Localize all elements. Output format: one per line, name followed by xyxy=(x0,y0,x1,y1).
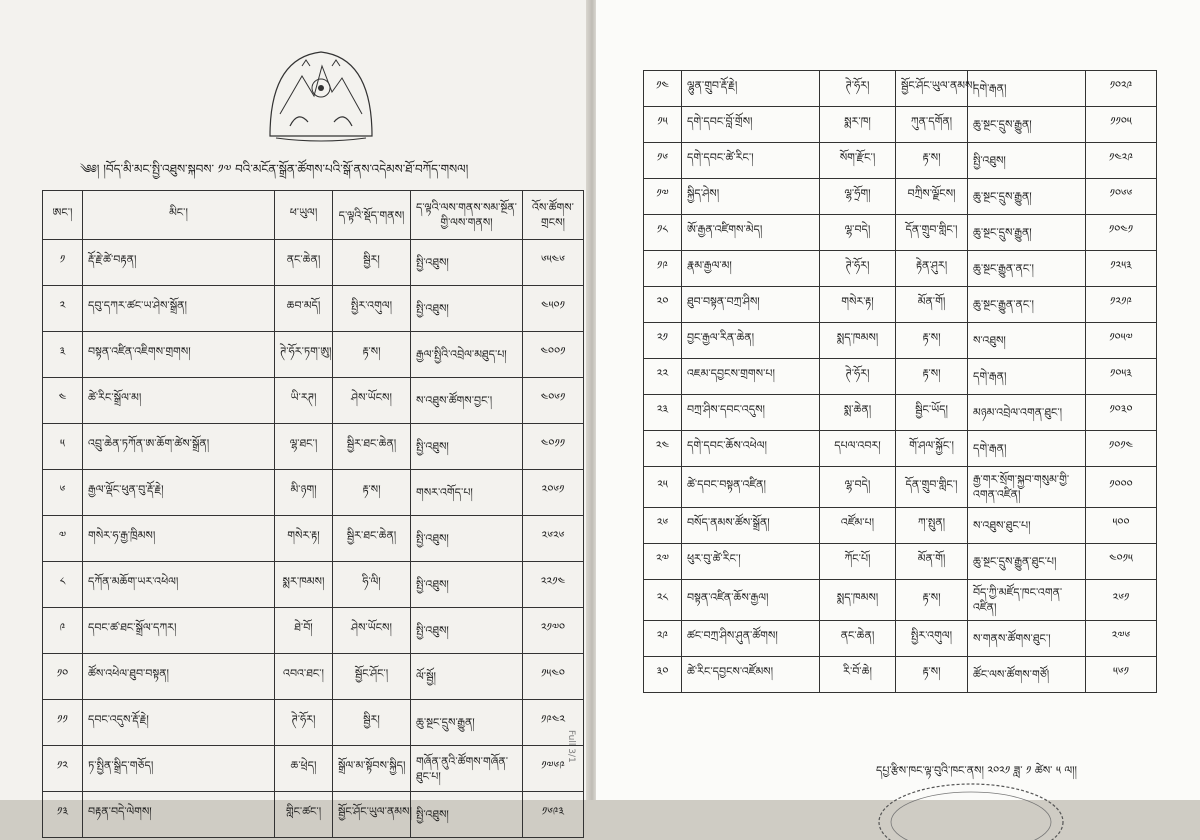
cell-votes: ༡༠༥༣ xyxy=(1086,359,1157,395)
cell-votes: ༡༤༢༩ xyxy=(1086,143,1157,179)
cell-number: ༡༧ xyxy=(644,179,682,215)
col-header-work: ད་ལྟའི་ལས་གནས་སམ་སྔོན་གྱི་ལས་གནས། xyxy=(411,191,523,240)
cell-votes: ༡༥༤༠ xyxy=(523,654,584,700)
table-row xyxy=(43,792,584,838)
cell-work: ས་འཐུས། xyxy=(968,323,1086,359)
cell-residence: སྦྱིར་ཐང་ཆེན། xyxy=(333,516,411,562)
table-row xyxy=(644,580,1157,621)
cell-name: ཕུར་བུ་ཚེ་རིང་། xyxy=(682,544,820,580)
cell-work: ཆུ་སྔང་དྲུས་རྒྱུན། xyxy=(968,215,1086,251)
cell-origin: ཊེ་ཧོར། xyxy=(820,251,896,287)
cell-votes: ༢༡༧༠ xyxy=(523,608,584,654)
cell-votes: ༡༠༤༡ xyxy=(1086,215,1157,251)
cell-number: ༥ xyxy=(43,424,83,470)
cell-work: ཆུ་སྔང་དྲུས་རྒྱུན། xyxy=(968,179,1086,215)
table-row xyxy=(43,654,584,700)
cell-number: ༢༩ xyxy=(644,621,682,657)
cell-work: དགེ་རྒན། xyxy=(968,359,1086,395)
cell-work: སྤྱི་འཐུས། xyxy=(411,240,523,286)
cell-origin: གསེར་རྟ། xyxy=(820,287,896,323)
cell-name: དགེ་དབང་ཚེ་རིང་། xyxy=(682,143,820,179)
cell-number: ༡༡ xyxy=(43,700,83,746)
cell-residence: ཀུན་དགོན། xyxy=(896,107,968,143)
cell-work: བོད་ཀྱི་མཛོད་ཁང་འགན་འཛིན། xyxy=(968,580,1086,621)
cell-origin: སྨར་ཁ། xyxy=(820,107,896,143)
cell-votes: ༥༠༠ xyxy=(1086,508,1157,544)
cell-work: ས་འཐུས་ཚོགས་བྱང་། xyxy=(411,378,523,424)
cell-number: ༡༢ xyxy=(43,746,83,792)
table-row xyxy=(43,516,584,562)
cell-votes: ༡༩༤༢ xyxy=(523,700,584,746)
table-row xyxy=(43,424,584,470)
cell-number: ༢ xyxy=(43,286,83,332)
cell-number: ༡༣ xyxy=(43,792,83,838)
cell-work: གསར་འགོད་པ། xyxy=(411,470,523,516)
cell-origin: ལྷ་ཧྲོག། xyxy=(820,179,896,215)
cell-number: ༢༤ xyxy=(644,431,682,467)
cell-origin: སྨ་ཆེན། xyxy=(820,395,896,431)
margin-mark: Full 3/1 xyxy=(566,730,576,763)
cell-work: སྤྱི་འཐུས། xyxy=(968,143,1086,179)
cell-origin: ནང་ཆེན། xyxy=(275,240,333,286)
cell-origin: འབའ་ཐང་། xyxy=(275,654,333,700)
cell-residence: སྤྱིར་འགུལ། xyxy=(333,286,411,332)
cell-work: རྒྱ་གར་སྲོག་སྐྱབ་གསུམ་གྱི་འགན་འཛིན། xyxy=(968,467,1086,508)
table-row xyxy=(43,562,584,608)
cell-name: གསེར་ཧ་རྒྱ་ཁྲིམས། xyxy=(83,516,275,562)
table-header-row xyxy=(43,191,584,240)
cell-number: ༦ xyxy=(43,470,83,516)
cell-origin: ཊེ་ཧོར། xyxy=(275,700,333,746)
cell-residence: རྟ་ས། xyxy=(896,580,968,621)
table-row xyxy=(644,395,1157,431)
cell-number: ༡༨ xyxy=(644,215,682,251)
cell-name: དབང་ཚ་ཐང་སྒྲོལ་དཀར། xyxy=(83,608,275,654)
cell-name: བསོད་ནམས་ཚོས་སྒྲོན། xyxy=(682,508,820,544)
cell-name: རྣམ་རྒྱལ་མ། xyxy=(682,251,820,287)
cell-number: ༤ xyxy=(43,378,83,424)
cell-number: ༢༥ xyxy=(644,467,682,508)
cell-residence: ཀ་སྤུན། xyxy=(896,508,968,544)
cell-work: སྤྱི་འཐུས། xyxy=(411,516,523,562)
cell-work: སྤྱི་འཐུས། xyxy=(411,424,523,470)
cell-residence: མོན་གོ། xyxy=(896,544,968,580)
cell-number: ༩ xyxy=(43,608,83,654)
cell-origin: ལྷ་བདེ། xyxy=(820,215,896,251)
cell-votes: ༦༥༤༦ xyxy=(523,240,584,286)
table-row xyxy=(43,608,584,654)
cell-name: བྱང་རྒྱལ་རིན་ཆེན། xyxy=(682,323,820,359)
cell-origin: ཐེ་བོ། xyxy=(275,608,333,654)
cell-work: ཆུ་སྔང་དྲུས་རྒྱུན། xyxy=(411,700,523,746)
right-page xyxy=(596,0,1200,800)
emblem-icon xyxy=(262,44,380,148)
table-row xyxy=(43,746,584,792)
cell-name: ཐུབ་བསྟན་བཀྲ་ཤིས། xyxy=(682,287,820,323)
cell-votes: ༡༢༡༩ xyxy=(1086,287,1157,323)
cell-origin: ཊེ་ཧོར། xyxy=(820,359,896,395)
cell-origin: ཆབ་མདོ། xyxy=(275,286,333,332)
cell-residence: རྟ་ས། xyxy=(333,332,411,378)
cell-number: ༡༦ xyxy=(644,143,682,179)
cell-origin: འཛོམ་པ། xyxy=(820,508,896,544)
cell-name: དཀོན་མཆོག་ཡར་འཕེལ། xyxy=(83,562,275,608)
table-row xyxy=(644,287,1157,323)
cell-votes: ༤༠༡༥ xyxy=(1086,544,1157,580)
table-row xyxy=(644,215,1157,251)
table-row xyxy=(43,378,584,424)
cell-origin: མི་ཉག། xyxy=(275,470,333,516)
cell-work: རྒྱལ་སྤྱིའི་འབྲེལ་མཐུད་པ། xyxy=(411,332,523,378)
cell-votes: ༢༦༢༦ xyxy=(523,516,584,562)
cell-residence: དོན་གྲུབ་གླིང་། xyxy=(896,467,968,508)
cell-name: རྡོ་རྗེ་ཚེ་བརྟན། xyxy=(83,240,275,286)
table-row xyxy=(644,323,1157,359)
cell-work: སྤྱི་འཐུས། xyxy=(411,286,523,332)
table-row xyxy=(43,286,584,332)
cell-name: དབང་འདུས་རྡོ་རྗེ། xyxy=(83,700,275,746)
cell-name: བཀྲ་ཤིས་དབང་འདུས། xyxy=(682,395,820,431)
candidate-table-right xyxy=(643,70,1157,693)
cell-votes: ༡༡༠༥ xyxy=(1086,107,1157,143)
cell-number: ༢༧ xyxy=(644,544,682,580)
cell-origin: ནང་ཆེན། xyxy=(820,621,896,657)
cell-origin: སོག་རྫོང་། xyxy=(820,143,896,179)
table-row xyxy=(644,431,1157,467)
cell-origin: གླིང་ཚང་། xyxy=(275,792,333,838)
cell-origin: ཀོང་པོ། xyxy=(820,544,896,580)
cell-work: དགེ་རྒན། xyxy=(968,71,1086,107)
cell-origin: དཔལ་འབར། xyxy=(820,431,896,467)
cell-work: སྤྱི་འཐུས། xyxy=(411,562,523,608)
cell-residence: དོན་གྲུབ་གླིང་། xyxy=(896,215,968,251)
cell-residence: ཧི་ལི། xyxy=(333,562,411,608)
cell-votes: ༡༠༡༤ xyxy=(1086,431,1157,467)
cell-name: ཚེ་རིང་དབྱངས་འཛོམས། xyxy=(682,657,820,693)
cell-votes: ༤༠༡༡ xyxy=(523,424,584,470)
table-row xyxy=(644,621,1157,657)
cell-work: མཉམ་འབྲེལ་འགན་ཐུང་། xyxy=(968,395,1086,431)
cell-residence: སྦྱིར། xyxy=(333,240,411,286)
cell-number: ༡༠ xyxy=(43,654,83,700)
cell-votes: ༡༢༥༣ xyxy=(1086,251,1157,287)
cell-residence: སྦྱོང་ཤོང་ཡུལ་ནམས། xyxy=(896,71,968,107)
cell-residence: སྦྱིར། xyxy=(333,700,411,746)
cell-work: ཚོང་ལས་ཚོགས་གཙོ། xyxy=(968,657,1086,693)
table-row xyxy=(644,251,1157,287)
table-row xyxy=(644,657,1157,693)
cell-votes: ༢༧༦ xyxy=(1086,621,1157,657)
table-row xyxy=(43,470,584,516)
cell-residence: སྒྲོལ་མ་སྟོབས་སྐྱིད། xyxy=(333,746,411,792)
cell-work: གཞོན་ནུའི་ཚོགས་གཞོན་ཐུང་པ། xyxy=(411,746,523,792)
footer-note: དཔྱ་རྩིས་ཁང་ལྟ་བུའི་ཁང་ནས། ༢༠༢༡ ཟླ་ ༡ ཚེས་ ༥ ལ།། xyxy=(876,764,1078,777)
cell-name: ཚོས་འཕེལ་ཐུབ་བསྟན། xyxy=(83,654,275,700)
col-header-no: ཨང་། xyxy=(43,191,83,240)
cell-name: འཇམ་དབྱངས་གྲགས་པ། xyxy=(682,359,820,395)
cell-origin: སྨད་ཁམས། xyxy=(820,580,896,621)
cell-work: ས་འཐུས་ཐུང་པ། xyxy=(968,508,1086,544)
cell-number: ༨ xyxy=(43,562,83,608)
cell-origin: སྨར་ཁམས། xyxy=(275,562,333,608)
cell-origin: ཆ་ཕྲེད། xyxy=(275,746,333,792)
cell-votes: ༡༠༦༦ xyxy=(1086,179,1157,215)
cell-work: ས་གནས་ཚོགས་ཐུང་། xyxy=(968,621,1086,657)
table-row xyxy=(644,359,1157,395)
cell-number: ༡༤ xyxy=(644,71,682,107)
table-row xyxy=(43,700,584,746)
cell-name: དགེ་དབང་ཆོས་འཕེལ། xyxy=(682,431,820,467)
cell-votes: ༤༠༦༡ xyxy=(523,378,584,424)
table-row xyxy=(644,143,1157,179)
cell-name: དབུ་དཀར་ཚང་ཡ་ཤེས་སྒྲོན། xyxy=(83,286,275,332)
cell-number: ༡ xyxy=(43,240,83,286)
cell-name: ཏ་སྤྱིན་སྒྲིད་གཅོད། xyxy=(83,746,275,792)
cell-origin: གསེར་རྟ། xyxy=(275,516,333,562)
cell-name: དགེ་དབང་བློ་གྲོས། xyxy=(682,107,820,143)
cell-residence: རྟ་ས། xyxy=(896,143,968,179)
cell-work: ཆུ་སྔང་རྒྱུན་ནང་། xyxy=(968,287,1086,323)
cell-residence: ཤེས་ཡོངས། xyxy=(333,378,411,424)
cell-votes: ༢༠༦༡ xyxy=(523,470,584,516)
col-header-origin: ཕ་ཡུལ། xyxy=(275,191,333,240)
col-header-residence: ད་ལྟའི་སྡོད་གནས། xyxy=(333,191,411,240)
cell-name: བརྟན་བདེ་ལེགས། xyxy=(83,792,275,838)
cell-work: ཆུ་སྔང་རྒྱུན་ནང་། xyxy=(968,251,1086,287)
cell-residence: རྟ་ས། xyxy=(896,657,968,693)
cell-work: ལོ་སྦྱོ། xyxy=(411,654,523,700)
cell-number: ༢༨ xyxy=(644,580,682,621)
cell-work: སྤྱི་འཐུས། xyxy=(411,608,523,654)
cell-residence: བཀྲིས་ལྗོངས། xyxy=(896,179,968,215)
cell-number: ༢༦ xyxy=(644,508,682,544)
cell-name: ཚེ་དབང་བསྟན་འཛིན། xyxy=(682,467,820,508)
cell-number: ༢༣ xyxy=(644,395,682,431)
col-header-name: མིང་། xyxy=(83,191,275,240)
cell-votes: ༢༢༡༤ xyxy=(523,562,584,608)
cell-origin: ལྷ་ཐང་། xyxy=(275,424,333,470)
cell-number: ༧ xyxy=(43,516,83,562)
cell-votes: ༡༠༢༩ xyxy=(1086,71,1157,107)
cell-name: བསྟན་འཛིན་ཆོས་རྒྱལ། xyxy=(682,580,820,621)
cell-votes: ༡༠༠༠ xyxy=(1086,467,1157,508)
cell-work: དགེ་རྒན། xyxy=(968,431,1086,467)
cell-residence: སྦྱོང་ཤོང་། xyxy=(333,654,411,700)
cell-residence: རྟེན་ཤུར། xyxy=(896,251,968,287)
cell-origin: ཊེ་ཧོར། xyxy=(820,71,896,107)
cell-origin: རི་བོ་ཆེ། xyxy=(820,657,896,693)
cell-number: ༢༢ xyxy=(644,359,682,395)
cell-residence: མོན་གོ། xyxy=(896,287,968,323)
cell-name: རྒྱལ་ལྡོང་ཕུན་བུ་རྡོ་རྗེ། xyxy=(83,470,275,516)
cell-origin: ཊེ་ཧོར་ཏག་ཨུ། xyxy=(275,332,333,378)
table-row xyxy=(644,179,1157,215)
cell-name: ཚང་བཀྲ་ཤིས་ཤུན་ཚོགས། xyxy=(682,621,820,657)
left-page xyxy=(0,0,588,821)
cell-votes: ༡༠༣༠ xyxy=(1086,395,1157,431)
cell-number: ༣ xyxy=(43,332,83,378)
cell-work: སྤྱི་འཐུས། xyxy=(411,792,523,838)
cell-residence: སྦྱོང་ཤོང་ཡུལ་ནམས། xyxy=(333,792,411,838)
cell-votes: ༤༠༠༡ xyxy=(523,332,584,378)
cell-name: འབྲུ་ཆེན་ཏཀོན་ཨ་ཆོག་ཚེས་སྒྲོན། xyxy=(83,424,275,470)
cell-number: ༡༩ xyxy=(644,251,682,287)
cell-residence: སྦྱིང་ཡོད། xyxy=(896,395,968,431)
table-row xyxy=(43,332,584,378)
cell-number: ༡༥ xyxy=(644,107,682,143)
cell-residence: སྦྱིར་ཐང་ཆེན། xyxy=(333,424,411,470)
cell-number: ༢༡ xyxy=(644,323,682,359)
cell-origin: སྨད་ཁམས། xyxy=(820,323,896,359)
cell-residence: གོ་ཤལ་སྐྱོང་། xyxy=(896,431,968,467)
table-row xyxy=(644,544,1157,580)
cell-residence: རྟ་ས། xyxy=(896,323,968,359)
cell-number: ༣༠ xyxy=(644,657,682,693)
cell-residence: རྟ་ས། xyxy=(333,470,411,516)
table-row xyxy=(644,71,1157,107)
cell-name: ལྷུན་གྲུབ་རྡོ་རྗེ། xyxy=(682,71,820,107)
table-row xyxy=(43,240,584,286)
cell-name: ཨོ་རྒྱན་འཛིགས་མེད། xyxy=(682,215,820,251)
candidate-table-left xyxy=(42,190,584,838)
cell-origin: ལྷ་བདེ། xyxy=(820,467,896,508)
cell-origin: ཡི་རཊ། xyxy=(275,378,333,424)
cell-residence: སྤྱིར་འགུལ། xyxy=(896,621,968,657)
cell-votes: ༡༦༩༣ xyxy=(523,792,584,838)
table-row xyxy=(644,467,1157,508)
cell-work: ཆུ་སྔང་དྲུས་རྒྱུན་ཐུང་པ། xyxy=(968,544,1086,580)
cell-work: ཆུ་སྔང་དྲུས་རྒྱུན། xyxy=(968,107,1086,143)
cell-votes: ༥༦༡ xyxy=(1086,657,1157,693)
stamp-icon xyxy=(866,760,1076,840)
col-header-votes: འོས་ཚོགས་གྲངས། xyxy=(523,191,584,240)
table-row xyxy=(644,107,1157,143)
cell-name: སྐྱིད་ཤེས། xyxy=(682,179,820,215)
cell-name: ཚེ་རིང་སྒྲོལ་མ། xyxy=(83,378,275,424)
cell-votes: ༤༥༠༡ xyxy=(523,286,584,332)
cell-residence: རྟ་ས། xyxy=(896,359,968,395)
document-title: ༄༅། །བོད་མི་མང་སྤྱི་འཐུས་སྐབས་ ༡༧ བའི་མངོན་སྒྲོན་ཚོགས་པའི་སྒོ་ནས་འདེམས་ཐོ་བཀོད་གསལ། xyxy=(80,162,469,176)
cell-name: བསྟན་འཛིན་འཇིགས་གྲགས། xyxy=(83,332,275,378)
cell-votes: ༡༧༦༩ xyxy=(523,746,584,792)
cell-votes: ༢༦༡ xyxy=(1086,580,1157,621)
cell-residence: ཤེས་ཡོངས། xyxy=(333,608,411,654)
cell-number: ༢༠ xyxy=(644,287,682,323)
cell-votes: ༡༠༥༧ xyxy=(1086,323,1157,359)
table-row xyxy=(644,508,1157,544)
